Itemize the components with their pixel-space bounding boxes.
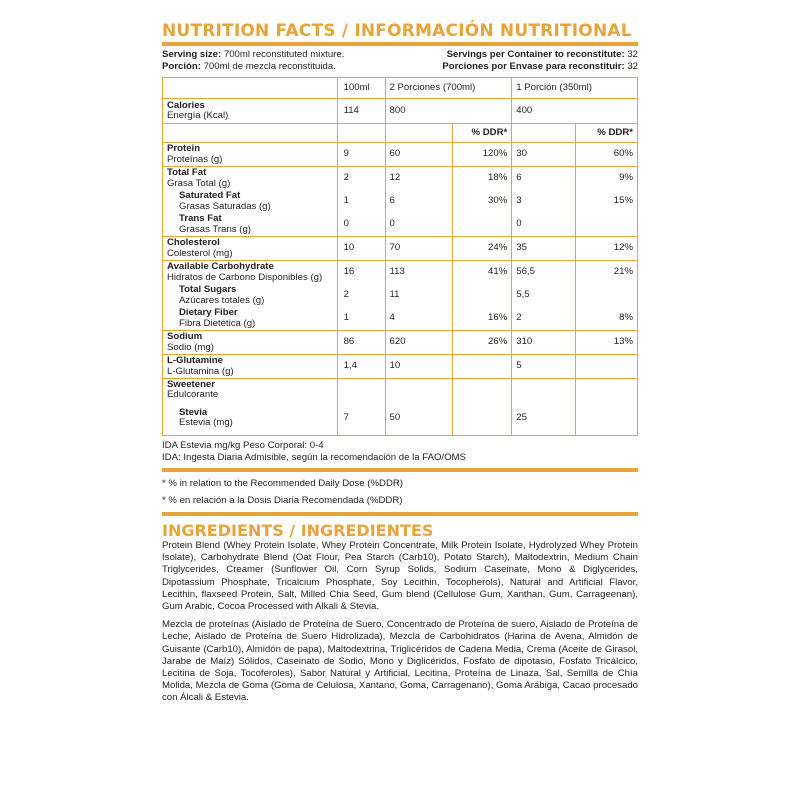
ida-note-1: IDA Estevia mg/kg Peso Corporal: 0-4	[162, 440, 324, 451]
ida-note-2: IDA: Ingesta Diaria Admisible, según la recomendación de la FAO/OMS	[162, 452, 466, 463]
ddr-1-porcion	[576, 213, 638, 237]
ddr-2-porciones: 24%	[453, 237, 512, 261]
table-header-row	[163, 78, 638, 99]
servings-container-value: 32	[627, 49, 638, 60]
header-2-porciones: 2 Porciones (700ml)	[385, 78, 512, 99]
value-1-porcion: 2	[512, 307, 576, 331]
nutrient-row	[163, 237, 638, 261]
value-2-porciones: 12	[385, 167, 453, 191]
value-1-porcion: 56,5	[512, 261, 576, 285]
nutrient-label: Total Sugars	[179, 284, 237, 295]
nutrient-label-es: L-Glutamina (g)	[167, 365, 234, 377]
stevia-label: Stevia	[179, 406, 208, 418]
nutrient-label: Saturated Fat	[179, 190, 241, 201]
nutrient-row	[163, 190, 638, 213]
nutrient-row	[163, 307, 638, 331]
porciones-envase-label: Porciones por Envase para reconstituir:	[442, 61, 625, 72]
porcion-label: Porción:	[162, 61, 201, 72]
ddr-1-porcion	[576, 355, 638, 379]
ddr-2-porciones: 18%	[453, 167, 512, 191]
ddr-1-porcion	[576, 284, 638, 307]
value-2-porciones: 10	[385, 355, 453, 379]
porciones-envase-value: 32	[627, 61, 638, 72]
ingredients-es: Mezcla de proteínas (Aislado de Proteína de Suero, Concentrado de Proteína de suero, Aislado de Proteína de Leche, Aislado de Proteína de Suero Hidrolizada), Mezcla de Carbohidratos (Harina de Avena, Almidón de Guisante (Carb10), Almidón de papa), Maltodextrina, Triglicéridos de Cadena Media, Crema (Aceite de Girasol, Jarabe de Maíz) Sólidos, Caseinato de Sodio, Mono y Diglicéridos, Fosfato de dipotasio, Fosfato Tricálcico, Lecitina de Soja, Tocoferoles), Sabor Natural y Artificial, Lecitina, Proteína de Linaza, Sal, Semilla de Chía Molida, Mezcla de Goma (Goma de Celulosa, Xantano, Goma, Carragenano), Goma Arábiga, Cacao procesado con Álcali & Estevia.	[162, 619, 638, 704]
value-100ml: 16	[337, 261, 385, 285]
stevia-100ml: 7	[337, 401, 385, 436]
value-2-porciones: 6	[385, 190, 453, 213]
sweetener-label: Sweetener	[167, 378, 215, 390]
nutrition-title: NUTRITION FACTS / INFORMACIÓN NUTRITIONAL	[162, 21, 632, 41]
nutrient-label-es: Grasas Saturadas (g)	[179, 200, 271, 212]
calories-label-es: Energía (Kcal)	[167, 110, 229, 121]
nutrient-label: Sodium	[167, 331, 203, 342]
value-1-porcion: 35	[512, 237, 576, 261]
value-1-porcion: 0	[512, 213, 576, 237]
serving-row-es	[162, 61, 638, 73]
value-100ml: 86	[337, 331, 385, 355]
nutrient-label: Dietary Fiber	[179, 307, 238, 318]
value-2-porciones: 11	[385, 284, 453, 307]
value-1-porcion: 30	[512, 143, 576, 167]
ddr-2-porciones: 16%	[453, 307, 512, 331]
ddr-1-porcion: 21%	[576, 261, 638, 285]
servings-container-label: Servings per Container to reconstitute:	[446, 49, 625, 60]
ddr-1-porcion: 60%	[576, 143, 638, 167]
stevia-2-porciones: 50	[385, 401, 453, 436]
ingredients-en: Protein Blend (Whey Protein Isolate, Whey Protein Concentrate, Milk Protein Isolate, Hydrolyzed Whey Protein Isolate), Carbohydrate Blend (Oat Flour, Pea Starch (Carb10), Potato Starch), Maltodextrin, Medium Chain Triglycerides, Creamer (Sunflower Oil, Corn Syrup Solids, Sodium Caseinate, Mono & Diglycerides, Dipotassium Phosphate, Tricalcium Phosphate, Soy Lecithin, Tocopherols), Natural and Artificial Flavor, Lecithin, flaxseed Protein, Salt, Milled Chia Seed, Gum blend (Cellulose Gum, Xanthan, Gum, Carrageenan), Gum Arabic, Cocoa Processed with Alkali & Stevia.	[162, 540, 638, 613]
nutrient-row	[163, 143, 638, 167]
calories-row	[163, 99, 638, 124]
value-1-porcion: 310	[512, 331, 576, 355]
ddr-2-porciones	[453, 355, 512, 379]
serving-size-label: Serving size:	[162, 49, 222, 60]
value-2-porciones: 0	[385, 213, 453, 237]
value-2-porciones: 70	[385, 237, 453, 261]
ddr-2-porciones: 30%	[453, 190, 512, 213]
nutrient-label: Trans Fat	[179, 213, 222, 224]
value-1-porcion: 5,5	[512, 284, 576, 307]
nutrient-row	[163, 261, 638, 285]
nutrient-row	[163, 355, 638, 379]
value-100ml: 1	[337, 190, 385, 213]
value-2-porciones: 4	[385, 307, 453, 331]
ddr-2-porciones	[453, 213, 512, 237]
ddr-1-porcion: 13%	[576, 331, 638, 355]
value-100ml: 1,4	[337, 355, 385, 379]
value-100ml: 10	[337, 237, 385, 261]
nutrient-label-es: Grasa Total (g)	[167, 177, 231, 189]
value-100ml: 2	[337, 284, 385, 307]
nutrient-rows	[163, 143, 638, 379]
nutrient-label: Total Fat	[167, 167, 207, 178]
value-1-porcion: 6	[512, 167, 576, 191]
ddr-2-porciones: 41%	[453, 261, 512, 285]
nutrient-row	[163, 213, 638, 237]
nutrient-label: Protein	[167, 143, 201, 154]
header-1-porcion: 1 Porción (350ml)	[512, 78, 638, 99]
serving-row-en	[162, 49, 638, 61]
sweetener-label-es: Edulcorante	[167, 389, 219, 400]
nutrient-label: Cholesterol	[167, 237, 220, 248]
nutrient-label-es: Hidratos de Carbono Disponibles (g)	[167, 271, 323, 283]
porcion-value: 700ml de mezcla reconstituida.	[203, 61, 336, 72]
calories-label: Calories	[167, 99, 205, 111]
ddr-2-porciones	[453, 284, 512, 307]
title-divider	[162, 42, 638, 46]
ingredients-title: INGREDIENTS / INGREDIENTES	[162, 521, 434, 540]
nutrient-label-es: Proteínas (g)	[167, 153, 223, 165]
ddr-1-porcion: 8%	[576, 307, 638, 331]
calories-1-porcion: 400	[512, 99, 638, 124]
ida-notes	[162, 440, 638, 464]
ddr-note-es: * % en relación a la Dosis Diaria Recomendada (%DDR)	[162, 495, 403, 506]
nutrient-label-es: Colesterol (mg)	[167, 247, 233, 259]
calories-2-porciones: 800	[385, 99, 512, 124]
value-2-porciones: 113	[385, 261, 453, 285]
ddr-2-porciones: 26%	[453, 331, 512, 355]
nutrition-panel	[162, 20, 638, 711]
stevia-row	[163, 401, 638, 436]
nutrient-row	[163, 284, 638, 307]
nutrition-table	[162, 77, 638, 436]
ddr-1-porcion: 15%	[576, 190, 638, 213]
value-2-porciones: 60	[385, 143, 453, 167]
serving-size-value: 700ml reconstituted mixture.	[223, 49, 345, 60]
value-100ml: 0	[337, 213, 385, 237]
value-2-porciones: 620	[385, 331, 453, 355]
stevia-label-es: Estevia (mg)	[179, 417, 233, 428]
nutrient-label: Available Carbohydrate	[167, 261, 274, 272]
nutrient-label: L-Glutamine	[167, 355, 223, 366]
ddr-1-porcion: 9%	[576, 167, 638, 191]
sweetener-row	[163, 379, 638, 402]
value-1-porcion: 5	[512, 355, 576, 379]
ddr-1-porcion: 12%	[576, 237, 638, 261]
ddr-label-2: % DDR*	[453, 124, 512, 143]
ingredients-divider	[162, 512, 638, 516]
ddr-header-row	[163, 124, 638, 143]
nutrient-label-es: Sodio (mg)	[167, 341, 214, 353]
ddr-2-porciones: 120%	[453, 143, 512, 167]
nutrient-label-es: Azúcares totales (g)	[179, 294, 265, 306]
value-100ml: 2	[337, 167, 385, 191]
serving-info	[162, 49, 638, 73]
ddr-notes	[162, 478, 638, 507]
header-100ml: 100ml	[337, 78, 385, 99]
nutrient-row	[163, 331, 638, 355]
calories-100ml: 114	[337, 99, 385, 124]
value-100ml: 9	[337, 143, 385, 167]
ddr-label-1: % DDR*	[576, 124, 638, 143]
nutrient-row	[163, 167, 638, 191]
nutrient-label-es: Grasas Trans (g)	[179, 223, 251, 235]
notes-divider	[162, 468, 638, 472]
value-100ml: 1	[337, 307, 385, 331]
stevia-1-porcion: 25	[512, 401, 576, 436]
value-1-porcion: 3	[512, 190, 576, 213]
nutrient-label-es: Fibra Dietética (g)	[179, 317, 256, 329]
ddr-note-en: * % in relation to the Recommended Daily Dose (%DDR)	[162, 478, 404, 489]
